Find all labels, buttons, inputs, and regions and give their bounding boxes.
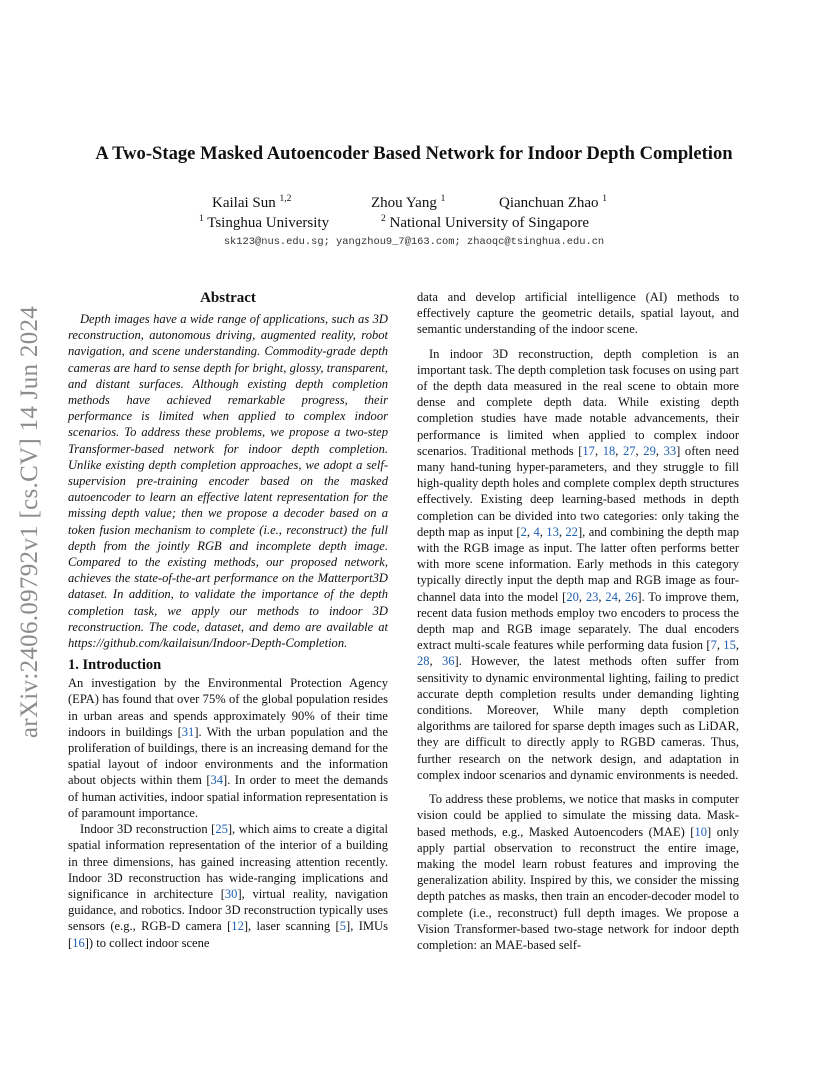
body-paragraph: In indoor 3D reconstruction, depth completion is an important task. The depth completion task focuses on using part of the depth data measured in the real scene to obtain more dense and complete depth data. While existing depth completion studies have made notable advancements, their performance is limited when applied to complex indoor scenarios. Traditional methods [17, 18, 27, 29, 33] often need many hand-tuning hyper-parameters, and they struggle to fill high-quality depth holes and complete complex depth structures effectively. Existing deep learning-based methods in depth completion can be divided into two categories: only taking the depth map as input [2, 4, 13, 22], and combining the depth map with the RGB image as input. The latter often performs better with more scene information. Early methods in this category typically directly input the depth map and RGB image as four-channel data into the model [20, 23, 24, 26]. To improve them, recent data fusion methods employ two encoders to process the depth map and RGB image separately. The dual encoders extract multi-scale features while performing data fusion [7, 15, 28, 36]. However, the latest methods often suffer from sensitivity to dynamic environmental lighting, failing to predict accurate depth completion results under demanding lighting conditions. Moreover, While many depth completion algorithms are tailored for sparse depth images such as LiDAR, they are difficult to directly apply to RGBD cameras. Thus, further research on the network design, and adaptation in complex indoor scenarios and dynamic environments is needed.	[417, 346, 740, 782]
author-3: Qianchuan Zhao $^1$	[499, 194, 608, 211]
citation-link[interactable]: 31	[181, 724, 195, 739]
right-column	[417, 289, 739, 953]
body-paragraph: Indoor 3D reconstruction [25], which aims to create a digital spatial information representation of the interior of a building in three dimensions, has gained increasing attention recently. Indoor 3D reconstruction has wide-ranging implications and significance in architecture [30], virtual reality, navigation guidance, and robotics. Indoor 3D reconstruction typically uses sensors (e.g., RGB-D camera [12], laser scanning [5], IMUs [16]) to collect indoor scene	[68, 822, 388, 950]
citation-link[interactable]: 33	[663, 443, 677, 458]
citation-link[interactable]: 22	[565, 524, 578, 539]
citation-link[interactable]: 12	[231, 919, 244, 934]
left-body	[68, 675, 388, 950]
citation-link[interactable]: 24	[605, 589, 618, 604]
introduction-heading: 1. Introduction	[68, 657, 162, 674]
body-paragraph: To address these problems, we notice that masks in computer vision could be applied to simulate the missing data. Mask-based methods, e.g., Masked Autoencoders (MAE) [10] only apply partial observation to reconstruct the entire image, making the model learn robust features and improving the generalization ability. Inspired by this, we consider the missing depth patches as masks, then train an encoder-decoder model to complete (i.e., reconstruct) full depth images. We propose a Vision Transformer-based two-stage network for indoor depth completion: an MAE-based self-	[417, 792, 739, 952]
citation-link[interactable]: 27	[623, 443, 636, 458]
citation-link[interactable]: 36	[441, 654, 455, 669]
right-body	[417, 289, 739, 953]
citation-link[interactable]: 20	[566, 589, 579, 604]
citation-link[interactable]: 18	[602, 443, 616, 458]
author-emails: sk123@nus.edu.sg; yangzhou9_7@163.com; zhaoqc@tsinghua.edu.cn	[223, 236, 605, 248]
citation-link[interactable]: 13	[546, 524, 559, 539]
arxiv-identifier-text: arXiv:2406.09792v1 [cs.CV] 14 Jun 2024	[16, 305, 43, 739]
citation-link[interactable]: 30	[224, 886, 238, 901]
abstract-heading: Abstract	[200, 290, 256, 306]
citation-link[interactable]: 5	[339, 919, 347, 934]
author-1: Kailai Sun $^{1,2}$	[212, 194, 292, 211]
citation-link[interactable]: 16	[72, 935, 85, 950]
paper-title: A Two-Stage Masked Autoencoder Based Network for Indoor Depth Completion	[95, 143, 733, 164]
citation-link[interactable]: 28	[417, 654, 430, 669]
arxiv-side-identifier	[0, 287, 60, 757]
citation-link[interactable]: 4	[533, 524, 540, 539]
left-column	[68, 289, 388, 951]
citation-link[interactable]: 10	[694, 824, 708, 839]
citation-link[interactable]: 26	[624, 589, 638, 604]
affiliation-1: $^1$ Tsinghua University	[199, 214, 330, 231]
citation-link[interactable]: 17	[582, 443, 595, 458]
citation-link[interactable]: 29	[643, 443, 656, 458]
citation-link[interactable]: 7	[710, 638, 717, 653]
citation-link[interactable]: 15	[723, 638, 736, 653]
body-paragraph: An investigation by the Environmental Protection Agency (EPA) has found that over 75% of the global population resides in urban areas and spends approximately 90% of their time indoors in buildings [31]. With the urban population and the proliferation of buildings, there is an increasing demand for the spatial layout of indoor environments and the information about objects within them [34]. In order to meet the demands of human activities, indoor spatial information representation is of paramount importance.	[68, 676, 388, 820]
citation-link[interactable]: 23	[585, 589, 599, 604]
citation-link[interactable]: 25	[215, 822, 228, 837]
body-paragraph: data and develop artificial intelligence (AI) methods to effectively capture the geometric details, spatial layout, and semantic understanding of the indoor scene.	[417, 290, 739, 337]
abstract-text: Depth images have a wide range of applications, such as 3D reconstruction, autonomous driving, augmented reality, robot navigation, and scene understanding. Commodity-grade depth cameras are hard to sense depth for bright, glossy, transparent, and distant surfaces. Although existing depth completion methods have achieved remarkable progress, their performance is limited when applied to complex indoor scenarios. To address these problems, we propose a two-step Transformer-based network for indoor depth completion. Unlike existing depth completion approaches, we adopt a self-supervision pre-training encoder based on the masked autoencoder to learn an effective latent representation for the missing depth value; then we propose a decoder based on a token fusion mechanism to complete (i.e., reconstruct) the full depth from the jointly RGB and incomplete depth image. Compared to the existing methods, our proposed network, achieves the state-of-the-art performance on the Matterport3D dataset. In addition, to validate the importance of the depth completion task, we apply our methods to indoor 3D reconstruction. The code, dataset, and demo are available at https://github.com/kailaisun/Indoor-Depth-Completion.	[68, 312, 388, 651]
citation-link[interactable]: 2	[520, 524, 527, 539]
citation-link[interactable]: 34	[210, 773, 224, 788]
affiliation-2: $^2$ National University of Singapore	[381, 214, 590, 231]
author-2: Zhou Yang $^1$	[371, 194, 446, 211]
